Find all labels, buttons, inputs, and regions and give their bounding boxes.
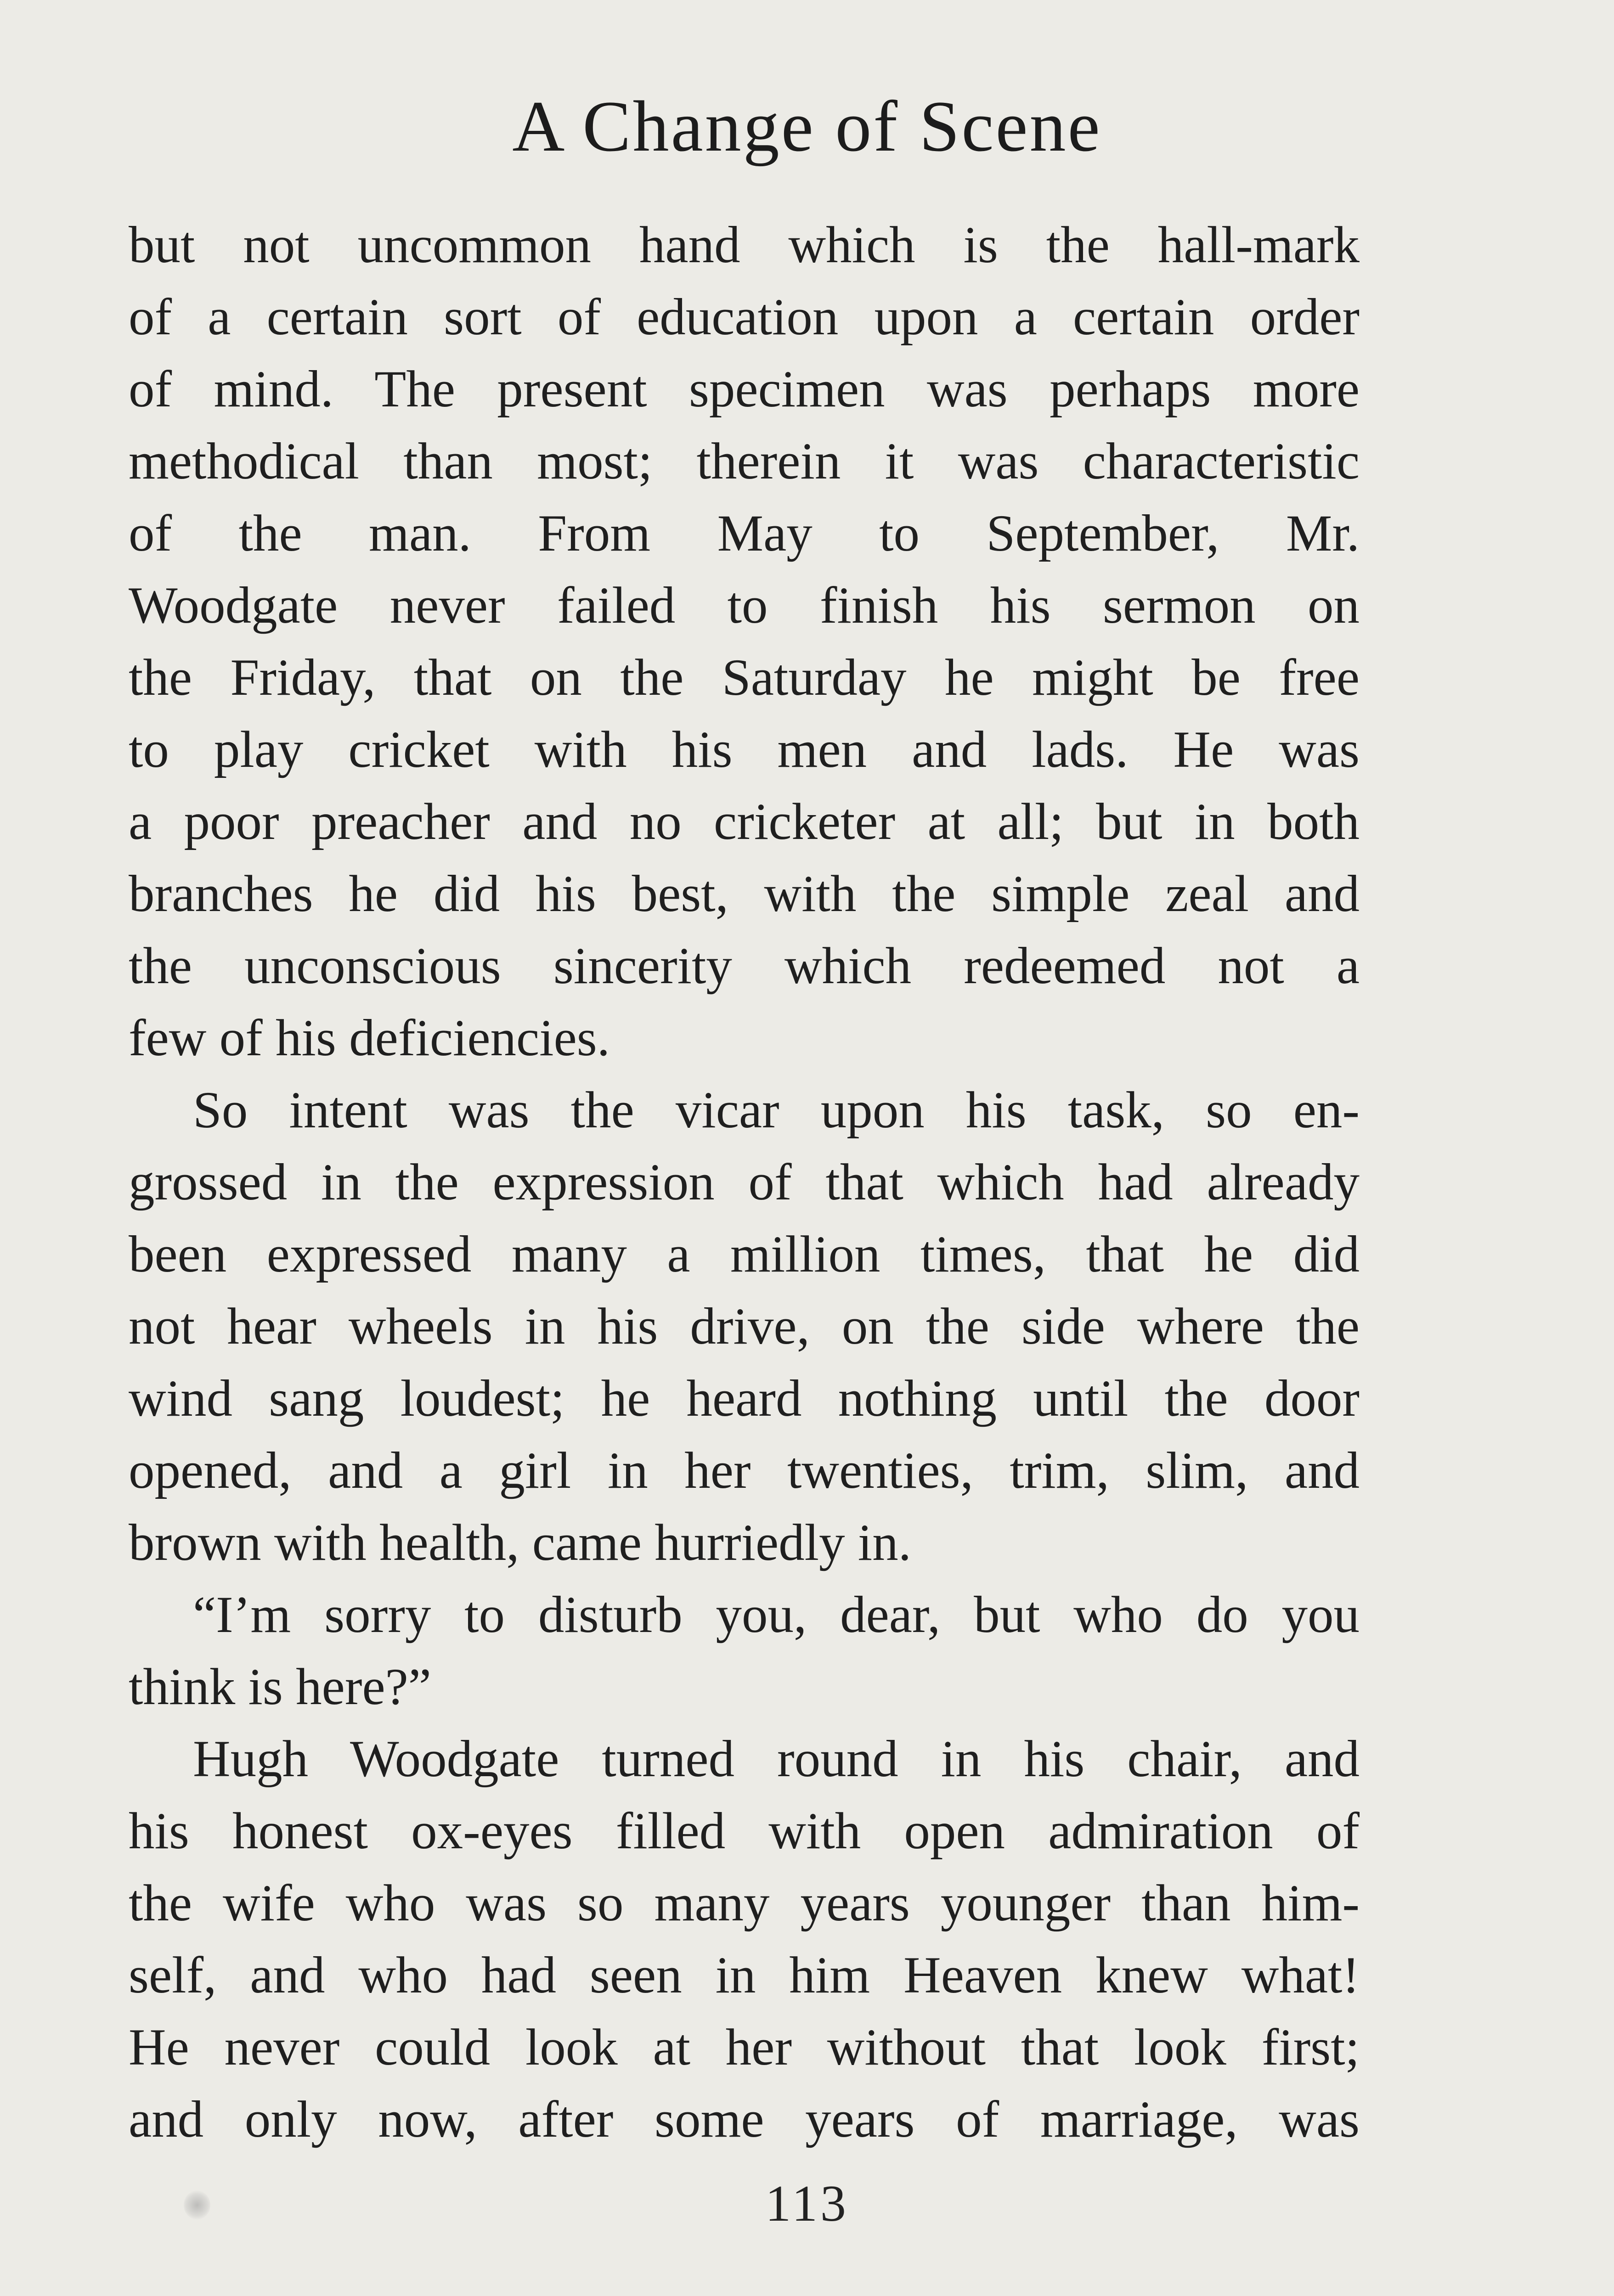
text-line: not hear wheels in his drive, on the side where the [129,1298,1360,1355]
text-line: but not uncommon hand which is the hall-mark [129,216,1360,274]
text-line: his honest ox-eyes filled with open admiration of [129,1802,1360,1860]
paragraph-start-line: Hugh Woodgate turned round in his chair, and [193,1730,1360,1788]
text-line: grossed in the expression of that which had already [129,1154,1360,1211]
text-line: a poor preacher and no cricketer at all; but in both [129,793,1360,850]
text-line: self, and who had seen in him Heaven knew what! [129,1947,1360,2004]
text-line: He never could look at her without that look first; [129,2019,1360,2076]
text-line: methodical than most; therein it was characteristic [129,433,1360,490]
text-line: of mind. The present specimen was perhaps more [129,360,1360,418]
paragraph-end-line: brown with health, came hurriedly in. [129,1514,911,1571]
text-line: of the man. From May to September, Mr. [129,505,1360,562]
text-line: the wife who was so many years younger than him- [129,1874,1360,1932]
running-title: A Change of Scene [512,86,1102,167]
paragraph-start-line: So intent was the vicar upon his task, so en- [193,1081,1360,1139]
text-line: opened, and a girl in her twenties, trim, slim, and [129,1442,1360,1499]
dialogue-end-line: think is here?” [129,1658,431,1716]
text-line: been expressed many a million times, that he did [129,1226,1360,1283]
text-line: the unconscious sincerity which redeemed not a [129,937,1360,995]
text-line: to play cricket with his men and lads. He was [129,721,1360,778]
text-line: Woodgate never failed to finish his sermon on [129,577,1360,634]
paragraph-end-line: few of his deficiencies. [129,1009,610,1067]
dialogue-start-line: “I’m sorry to disturb you, dear, but who do you [193,1586,1360,1643]
text-line: and only now, after some years of marriage, was [129,2091,1360,2148]
text-line: of a certain sort of education upon a certain order [129,288,1360,346]
body-text [129,209,1360,2155]
page-number: 113 [765,2175,849,2232]
text-line: branches he did his best, with the simple zeal and [129,865,1360,923]
text-line: wind sang loudest; he heard nothing until the door [129,1370,1360,1427]
text-line: the Friday, that on the Saturday he might be free [129,649,1360,706]
